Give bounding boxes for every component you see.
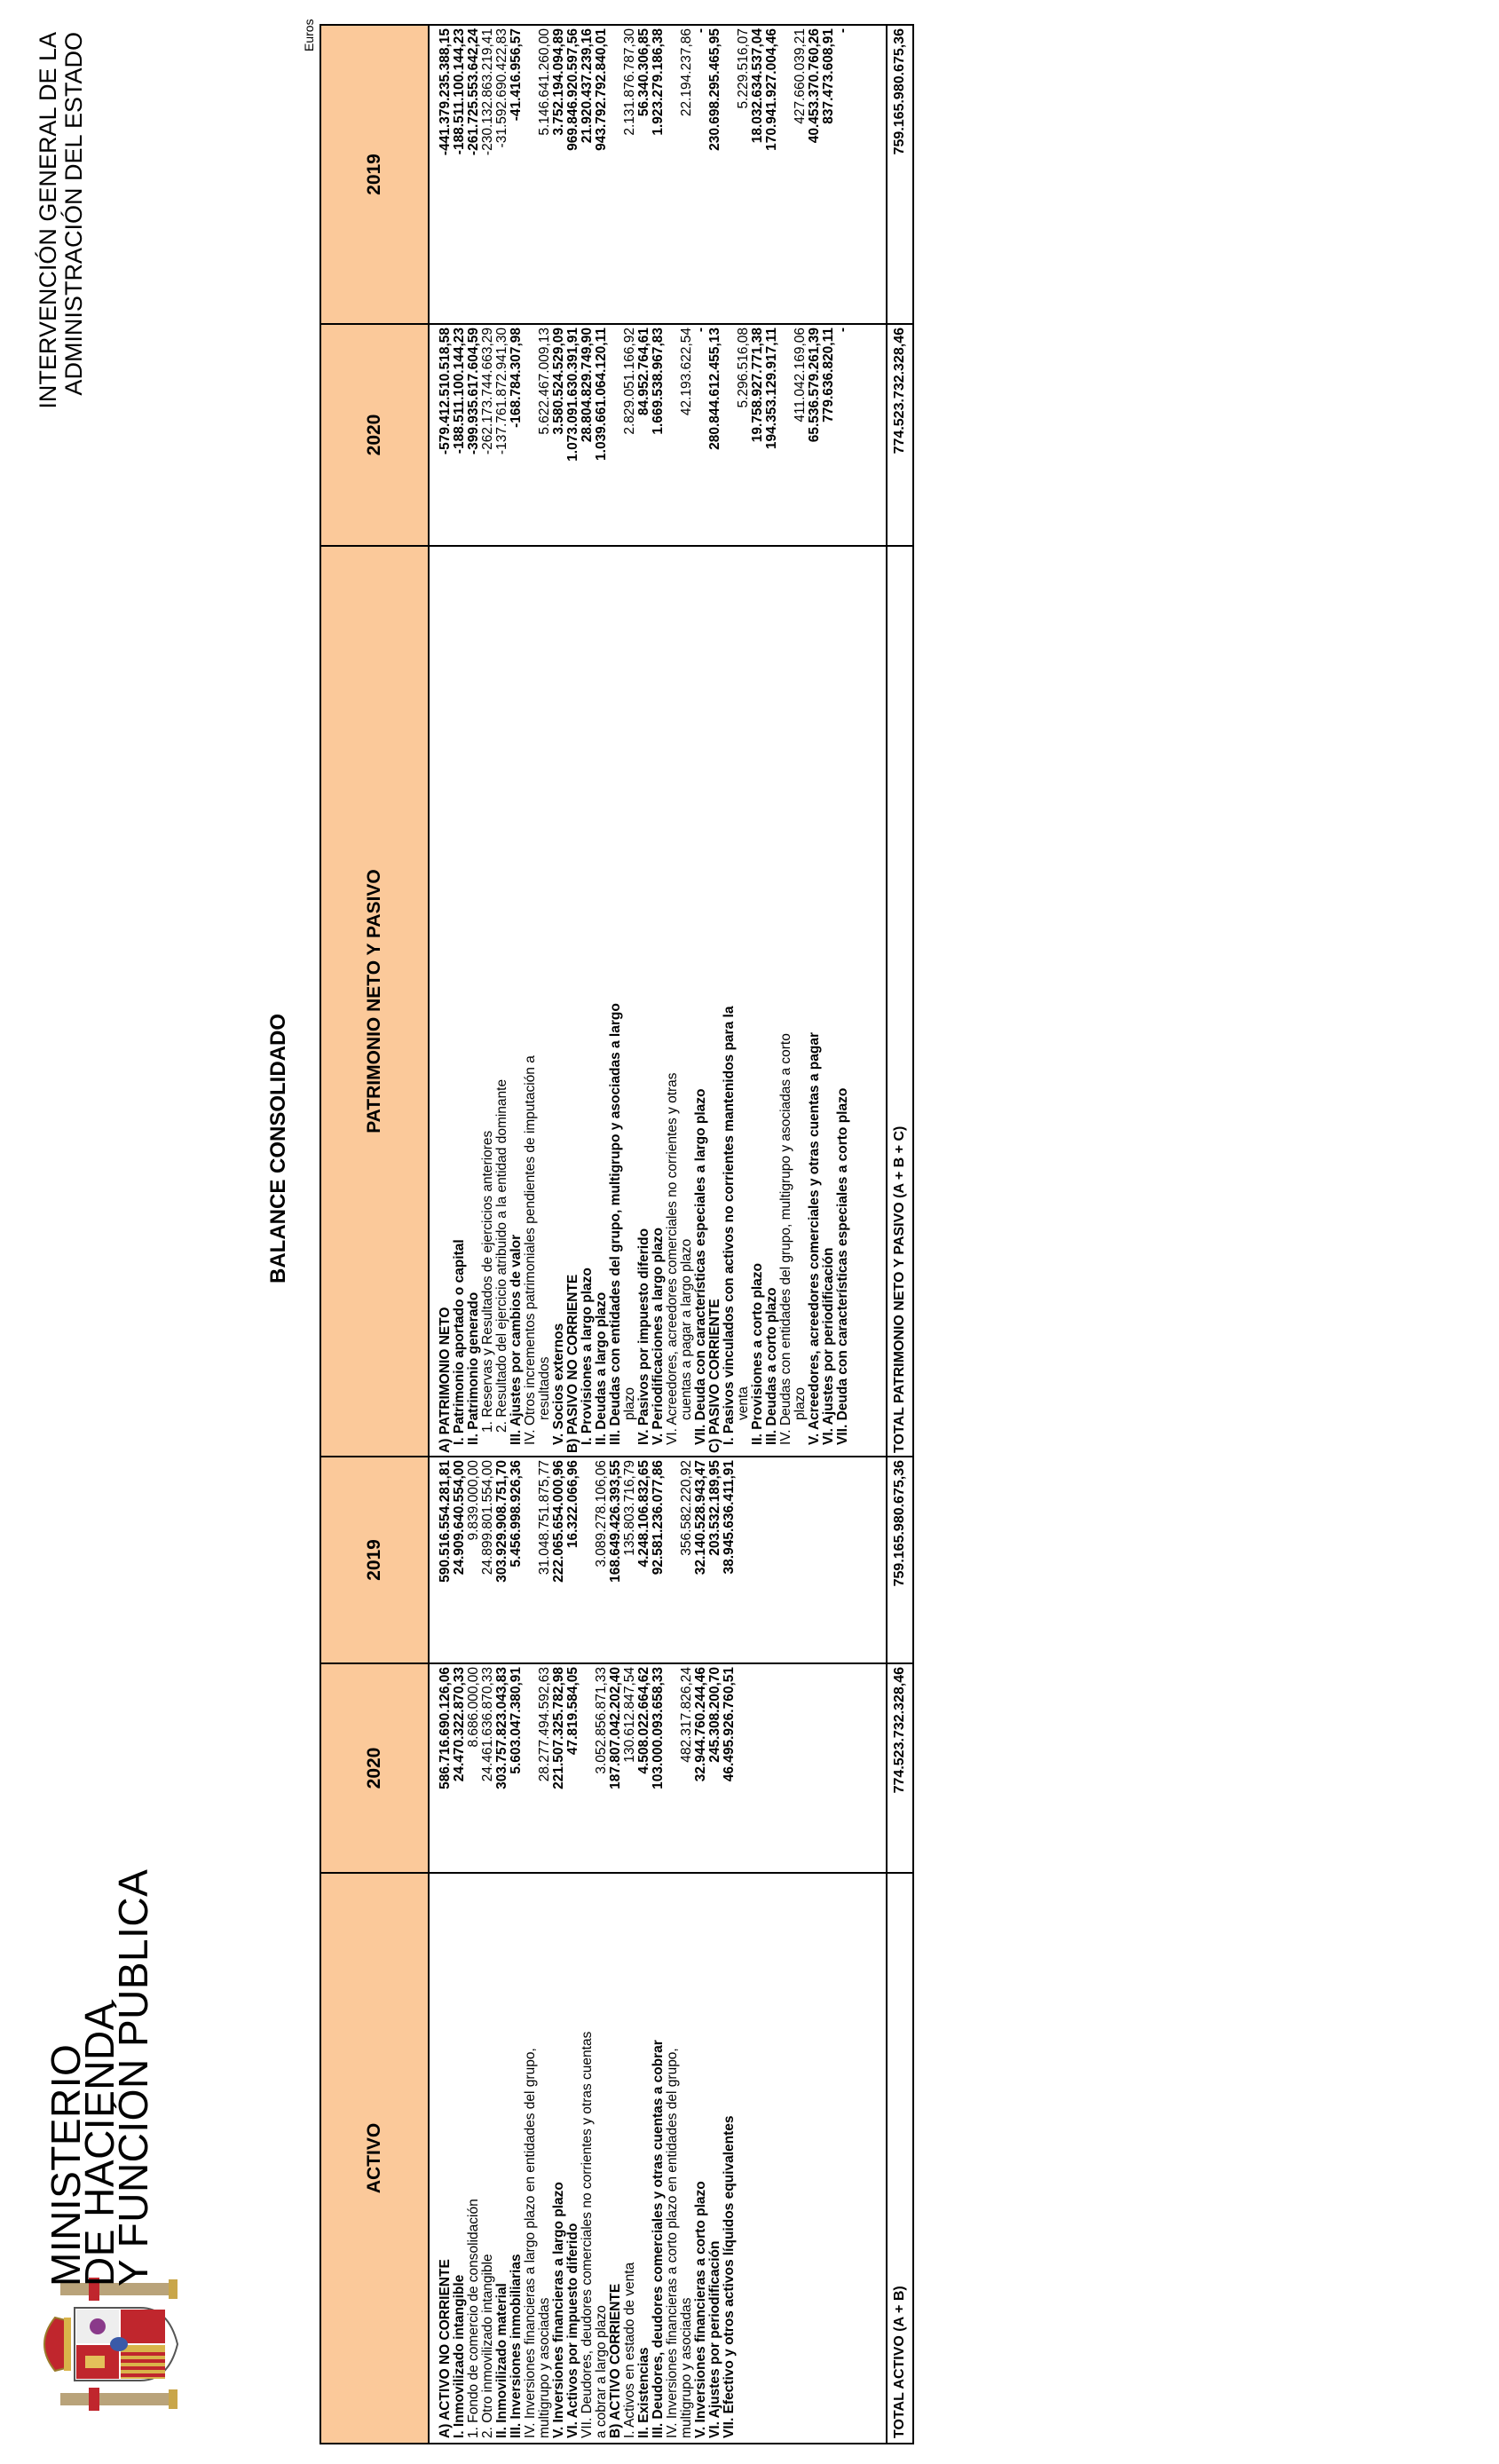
- pasivo-value-2020: 1.669.538.967,83: [651, 324, 666, 546]
- pasivo-value-2019: 21.920.437.239,16: [580, 25, 595, 324]
- pasivo-label-cell: cuentas a pagar a largo plazo: [680, 546, 694, 1457]
- table-header-row: [320, 25, 429, 2444]
- table-row: [737, 25, 751, 2444]
- pasivo-value-2019: 837.473.608,91: [822, 25, 836, 324]
- activo-label-cell: II. Existencias: [637, 1873, 651, 2444]
- column-header-pasivo-2020: 2020: [320, 324, 429, 546]
- pasivo-label-cell: VII. Deuda con características especiales a largo plazo: [694, 546, 708, 1457]
- pasivo-label-cell: VI. Acreedores, acreedores comerciales no corrientes y otras: [666, 546, 680, 1457]
- activo-label-cell: [808, 1873, 822, 2444]
- activo-value-2019: 38.945.636.411,91: [722, 1457, 737, 1663]
- table-row: [765, 25, 779, 2444]
- table-row: [538, 25, 552, 2444]
- activo-label-cell: 1. Fondo de comercio de consolidación: [467, 1873, 481, 2444]
- pasivo-value-2019: 230.698.295.465,95: [708, 25, 722, 324]
- activo-value-2019: 356.582.220,92: [680, 1457, 694, 1663]
- pasivo-value-2019: -441.379.235.388,15: [429, 25, 453, 324]
- activo-value-2019: 222.065.654.000,96: [552, 1457, 566, 1663]
- pasivo-value-2019: 5.229.516,07: [737, 25, 751, 324]
- activo-value-2019: 5.456.998.926,36: [509, 1457, 524, 1663]
- total-activo-2019: 759.165.980.675,36: [887, 1457, 913, 1663]
- pasivo-value-2020: -262.173.744.663,29: [481, 324, 495, 546]
- table-row: [453, 25, 467, 2444]
- units-label: Euros: [302, 19, 316, 51]
- pasivo-value-2020: [609, 324, 623, 546]
- pasivo-value-2020: -168.784.307,98: [509, 324, 524, 546]
- pasivo-value-2019: [524, 25, 538, 324]
- pasivo-value-2019: 56.340.306,85: [637, 25, 651, 324]
- activo-value-2020: [765, 1663, 779, 1873]
- ministry-name: [43, 1868, 156, 2286]
- activo-value-2020: [808, 1663, 822, 1873]
- column-header-pasivo-2019: 2019: [320, 25, 429, 324]
- activo-value-2019: 32.140.528.943,47: [694, 1457, 708, 1663]
- table-row: [467, 25, 481, 2444]
- pasivo-value-2020: [524, 324, 538, 546]
- activo-label-cell: III. Inversiones inmobiliarias: [509, 1873, 524, 2444]
- pasivo-value-2019: 427.660.039,21: [793, 25, 808, 324]
- table-row: [495, 25, 509, 2444]
- activo-value-2019: 31.048.751.875,77: [538, 1457, 552, 1663]
- activo-label-cell: V. Inversiones financieras a corto plazo: [694, 1873, 708, 2444]
- activo-value-2020: [737, 1663, 751, 1873]
- pasivo-label-cell: resultados: [538, 546, 552, 1457]
- pasivo-label-cell: plazo: [623, 546, 637, 1457]
- pasivo-value-2019: 22.194.237,86: [680, 25, 694, 324]
- activo-label-cell: multigrupo y asociadas: [680, 1873, 694, 2444]
- activo-value-2020: 32.944.760.244,46: [694, 1663, 708, 1873]
- pasivo-value-2020: -188.511.100.144,23: [453, 324, 467, 546]
- activo-label-cell: [822, 1873, 836, 2444]
- document-title: BALANCE CONSOLIDADO: [266, 1014, 290, 1283]
- activo-value-2020: 187.807.042.202,40: [609, 1663, 623, 1873]
- agency-line-1: INTERVENCIÓN GENERAL DE LA: [35, 32, 61, 409]
- pasivo-value-2019: 969.846.920.597,56: [566, 25, 580, 324]
- activo-value-2020: [666, 1663, 680, 1873]
- table-row: [481, 25, 495, 2444]
- pasivo-value-2020: 65.536.579.261,39: [808, 324, 822, 546]
- table-row: [722, 25, 737, 2444]
- pasivo-value-2020: 3.580.524.529,09: [552, 324, 566, 546]
- activo-value-2020: 245.308.200,70: [708, 1663, 722, 1873]
- pasivo-label-cell: VII. Deuda con características especiales a corto plazo: [836, 546, 887, 1457]
- balance-table: [320, 24, 914, 2444]
- activo-value-2020: 103.000.093.658,33: [651, 1663, 666, 1873]
- activo-value-2020: 46.495.926.760,51: [722, 1663, 737, 1873]
- pasivo-value-2020: 19.758.927.771,38: [751, 324, 765, 546]
- table-row: [708, 25, 722, 2444]
- table-row: [609, 25, 623, 2444]
- pasivo-label-cell: C) PASIVO CORRIENTE: [708, 546, 722, 1457]
- table-row: [623, 25, 637, 2444]
- activo-value-2020: [822, 1663, 836, 1873]
- pasivo-label-cell: IV. Otros incrementos patrimoniales pendientes de imputación a: [524, 546, 538, 1457]
- activo-label-cell: a cobrar a largo plazo: [595, 1873, 609, 2444]
- activo-value-2020: 3.052.856.871,33: [595, 1663, 609, 1873]
- pasivo-value-2019: 3.752.194.094,89: [552, 25, 566, 324]
- pasivo-value-2019: [609, 25, 623, 324]
- pasivo-value-2020: 1.073.091.630.391,91: [566, 324, 580, 546]
- pasivo-value-2019: -: [694, 25, 708, 324]
- table-row: [779, 25, 793, 2444]
- activo-label-cell: [779, 1873, 793, 2444]
- activo-value-2019: [666, 1457, 680, 1663]
- activo-value-2019: 24.899.801.554,00: [481, 1457, 495, 1663]
- agency-name: [36, 32, 87, 409]
- total-activo-2020: 774.523.732.328,46: [887, 1663, 913, 1873]
- pasivo-value-2020: 28.804.829.749,90: [580, 324, 595, 546]
- pasivo-value-2020: 84.952.764,61: [637, 324, 651, 546]
- pasivo-label-cell: venta: [737, 546, 751, 1457]
- activo-value-2019: 92.581.236.077,86: [651, 1457, 666, 1663]
- activo-label-cell: I. Inmovilizado intangible: [453, 1873, 467, 2444]
- activo-label-cell: [836, 1873, 887, 2444]
- activo-value-2019: [779, 1457, 793, 1663]
- activo-value-2019: [751, 1457, 765, 1663]
- total-pasivo-label: TOTAL PATRIMONIO NETO Y PASIVO (A + B + C): [887, 546, 913, 1457]
- pasivo-label-cell: B) PASIVO NO CORRIENTE: [566, 546, 580, 1457]
- table-row: [509, 25, 524, 2444]
- activo-label-cell: [765, 1873, 779, 2444]
- activo-value-2019: 24.909.640.554,00: [453, 1457, 467, 1663]
- activo-label-cell: VII. Deudores, deudores comerciales no corrientes y otras cuentas: [580, 1873, 595, 2444]
- table-row: [822, 25, 836, 2444]
- pasivo-value-2020: -: [694, 324, 708, 546]
- pasivo-label-cell: plazo: [793, 546, 808, 1457]
- pasivo-value-2020: 42.193.622,54: [680, 324, 694, 546]
- total-pasivo-2019: 759.165.980.675,36: [887, 25, 913, 324]
- pasivo-value-2019: -31.592.690.422,83: [495, 25, 509, 324]
- pasivo-label-cell: V. Socios externos: [552, 546, 566, 1457]
- activo-value-2019: [580, 1457, 595, 1663]
- table-row: [666, 25, 680, 2444]
- activo-value-2019: [793, 1457, 808, 1663]
- pasivo-value-2019: -230.132.863.219,41: [481, 25, 495, 324]
- activo-label-cell: VI. Activos por impuesto diferido: [566, 1873, 580, 2444]
- activo-value-2020: 221.507.325.782,98: [552, 1663, 566, 1873]
- pasivo-label-cell: IV. Pasivos por impuesto diferido: [637, 546, 651, 1457]
- activo-label-cell: [793, 1873, 808, 2444]
- activo-label-cell: VII. Efectivo y otros activos líquidos equivalentes: [722, 1873, 737, 2444]
- pasivo-value-2020: 194.353.129.917,11: [765, 324, 779, 546]
- pasivo-value-2020: [779, 324, 793, 546]
- pasivo-value-2019: -188.511.100.144,23: [453, 25, 467, 324]
- activo-value-2019: 203.532.189,95: [708, 1457, 722, 1663]
- activo-value-2019: [836, 1457, 887, 1663]
- pasivo-label-cell: I. Pasivos vinculados con activos no corrientes mantenidos para la: [722, 546, 737, 1457]
- pasivo-label-cell: I. Patrimonio aportado o capital: [453, 546, 467, 1457]
- pasivo-label-cell: II. Provisiones a corto plazo: [751, 546, 765, 1457]
- pasivo-label-cell: II. Deudas a largo plazo: [595, 546, 609, 1457]
- activo-value-2019: [524, 1457, 538, 1663]
- column-header-activo: ACTIVO: [320, 1873, 429, 2444]
- pasivo-value-2019: [666, 25, 680, 324]
- activo-value-2020: 482.317.826,24: [680, 1663, 694, 1873]
- activo-value-2020: 303.757.823.043,83: [495, 1663, 509, 1873]
- activo-value-2019: [808, 1457, 822, 1663]
- pasivo-label-cell: 1. Reservas y Resultados de ejercicios anteriores: [481, 546, 495, 1457]
- pasivo-value-2020: [722, 324, 737, 546]
- ministry-line-3: Y FUNCIÓN PÚBLICA: [110, 1868, 156, 2286]
- pasivo-label-cell: III. Deudas con entidades del grupo, multigrupo y asociadas a largo: [609, 546, 623, 1457]
- column-header-activo-2020: 2020: [320, 1663, 429, 1873]
- table-row: [680, 25, 694, 2444]
- table-row: [637, 25, 651, 2444]
- pasivo-label-cell: V. Periodificaciones a largo plazo: [651, 546, 666, 1457]
- pasivo-label-cell: 2. Resultado del ejercicio atribuido a la entidad dominante: [495, 546, 509, 1457]
- pasivo-value-2020: 2.829.051.166,92: [623, 324, 637, 546]
- activo-value-2020: [524, 1663, 538, 1873]
- activo-value-2019: [822, 1457, 836, 1663]
- pasivo-value-2020: -579.412.510.518,58: [429, 324, 453, 546]
- pasivo-label-cell: IV. Deudas con entidades del grupo, multigrupo y asociadas a corto: [779, 546, 793, 1457]
- table-row: [595, 25, 609, 2444]
- ministry-line-2: DE HACIENDA: [76, 2002, 122, 2286]
- activo-value-2019: 590.516.554.281,81: [429, 1457, 453, 1663]
- pasivo-value-2019: 18.032.634.537,04: [751, 25, 765, 324]
- pasivo-value-2020: 411.042.169,06: [793, 324, 808, 546]
- pasivo-label-cell: III. Ajustes por cambios de valor: [509, 546, 524, 1457]
- activo-value-2020: 47.819.584,05: [566, 1663, 580, 1873]
- pasivo-value-2020: 5.622.467.009,13: [538, 324, 552, 546]
- table-total-row: [887, 25, 913, 2444]
- pasivo-value-2019: [779, 25, 793, 324]
- activo-value-2020: [793, 1663, 808, 1873]
- activo-label-cell: A) ACTIVO NO CORRIENTE: [429, 1873, 453, 2444]
- activo-value-2019: 168.649.426.393,55: [609, 1457, 623, 1663]
- activo-label-cell: B) ACTIVO CORRIENTE: [609, 1873, 623, 2444]
- activo-label-cell: [737, 1873, 751, 2444]
- pasivo-value-2019: -41.416.956,57: [509, 25, 524, 324]
- activo-value-2020: 130.612.847,54: [623, 1663, 637, 1873]
- activo-value-2020: 24.461.636.870,33: [481, 1663, 495, 1873]
- coat-of-arms-logo: [36, 2278, 200, 2411]
- pasivo-label-cell: A) PATRIMONIO NETO: [429, 546, 453, 1457]
- pasivo-value-2019: 5.146.641.260,00: [538, 25, 552, 324]
- activo-value-2019: 303.929.908.751,70: [495, 1457, 509, 1663]
- pasivo-label-cell: II. Patrimonio generado: [467, 546, 481, 1457]
- activo-label-cell: V. Inversiones financieras a largo plazo: [552, 1873, 566, 2444]
- activo-label-cell: 2. Otro inmovilizado intangible: [481, 1873, 495, 2444]
- activo-value-2020: 5.603.047.380,91: [509, 1663, 524, 1873]
- activo-value-2020: [751, 1663, 765, 1873]
- pasivo-value-2019: [722, 25, 737, 324]
- pasivo-value-2019: -: [836, 25, 887, 324]
- activo-value-2020: 586.716.690.126,06: [429, 1663, 453, 1873]
- pasivo-value-2020: -399.935.617.604,59: [467, 324, 481, 546]
- pasivo-value-2019: 1.923.279.186,38: [651, 25, 666, 324]
- pasivo-value-2020: -: [836, 324, 887, 546]
- table-row: [751, 25, 765, 2444]
- activo-value-2019: [765, 1457, 779, 1663]
- activo-value-2019: [737, 1457, 751, 1663]
- activo-value-2019: 135.803.716,79: [623, 1457, 637, 1663]
- table-row: [429, 25, 453, 2444]
- activo-label-cell: III. Deudores, deudores comerciales y otras cuentas a cobrar: [651, 1873, 666, 2444]
- activo-value-2020: 24.470.322.870,33: [453, 1663, 467, 1873]
- pasivo-value-2019: 40.453.370.760,26: [808, 25, 822, 324]
- table-row: [651, 25, 666, 2444]
- total-activo-label: TOTAL ACTIVO (A + B): [887, 1873, 913, 2444]
- activo-value-2019: 4.248.106.832,65: [637, 1457, 651, 1663]
- activo-label-cell: VI. Ajustes por periodificación: [708, 1873, 722, 2444]
- total-pasivo-2020: 774.523.732.328,46: [887, 324, 913, 546]
- table-row: [524, 25, 538, 2444]
- pasivo-value-2020: 5.296.516,08: [737, 324, 751, 546]
- activo-value-2020: [779, 1663, 793, 1873]
- activo-label-cell: multigrupo y asociadas: [538, 1873, 552, 2444]
- pasivo-value-2020: [666, 324, 680, 546]
- activo-value-2019: 9.839.000,00: [467, 1457, 481, 1663]
- pasivo-value-2020: 280.844.612.455,13: [708, 324, 722, 546]
- table-row: [566, 25, 580, 2444]
- table-row: [580, 25, 595, 2444]
- activo-value-2020: 8.686.000,00: [467, 1663, 481, 1873]
- pasivo-value-2019: 943.792.792.840,01: [595, 25, 609, 324]
- activo-value-2019: 3.089.278.106,06: [595, 1457, 609, 1663]
- pasivo-value-2019: 170.941.927.004,46: [765, 25, 779, 324]
- activo-label-cell: I. Activos en estado de venta: [623, 1873, 637, 2444]
- ministry-line-1: MINISTERIO: [43, 2043, 89, 2286]
- pasivo-value-2020: -137.761.872.941,30: [495, 324, 509, 546]
- activo-label-cell: II. Inmovilizado material: [495, 1873, 509, 2444]
- column-header-activo-2019: 2019: [320, 1457, 429, 1663]
- agency-line-2: ADMINISTRACIÓN DEL ESTADO: [60, 32, 87, 396]
- pasivo-value-2019: 2.131.876.787,30: [623, 25, 637, 324]
- pasivo-label-cell: III. Deudas a corto plazo: [765, 546, 779, 1457]
- activo-label-cell: IV. Inversiones financieras a largo plazo en entidades del grupo,: [524, 1873, 538, 2444]
- table-row: [793, 25, 808, 2444]
- column-header-pasivo: PATRIMONIO NETO Y PASIVO: [320, 546, 429, 1457]
- table-body: [429, 25, 913, 2444]
- activo-label-cell: IV. Inversiones financieras a corto plazo en entidades del grupo,: [666, 1873, 680, 2444]
- table-row: [808, 25, 822, 2444]
- pasivo-label-cell: VI. Ajustes por periodificación: [822, 546, 836, 1457]
- activo-value-2019: 16.322.066,96: [566, 1457, 580, 1663]
- pasivo-value-2020: 779.636.820,11: [822, 324, 836, 546]
- activo-value-2020: 28.277.494.592,63: [538, 1663, 552, 1873]
- table-row: [836, 25, 887, 2444]
- activo-value-2020: 4.508.022.664,62: [637, 1663, 651, 1873]
- activo-label-cell: [751, 1873, 765, 2444]
- pasivo-value-2020: 1.039.661.064.120,11: [595, 324, 609, 546]
- table-row: [694, 25, 708, 2444]
- activo-value-2020: [580, 1663, 595, 1873]
- activo-value-2020: [836, 1663, 887, 1873]
- pasivo-label-cell: I. Provisiones a largo plazo: [580, 546, 595, 1457]
- pasivo-value-2019: -261.725.553.642,24: [467, 25, 481, 324]
- table-row: [552, 25, 566, 2444]
- pasivo-label-cell: V. Acreedores, acreedores comerciales y otras cuentas a pagar: [808, 546, 822, 1457]
